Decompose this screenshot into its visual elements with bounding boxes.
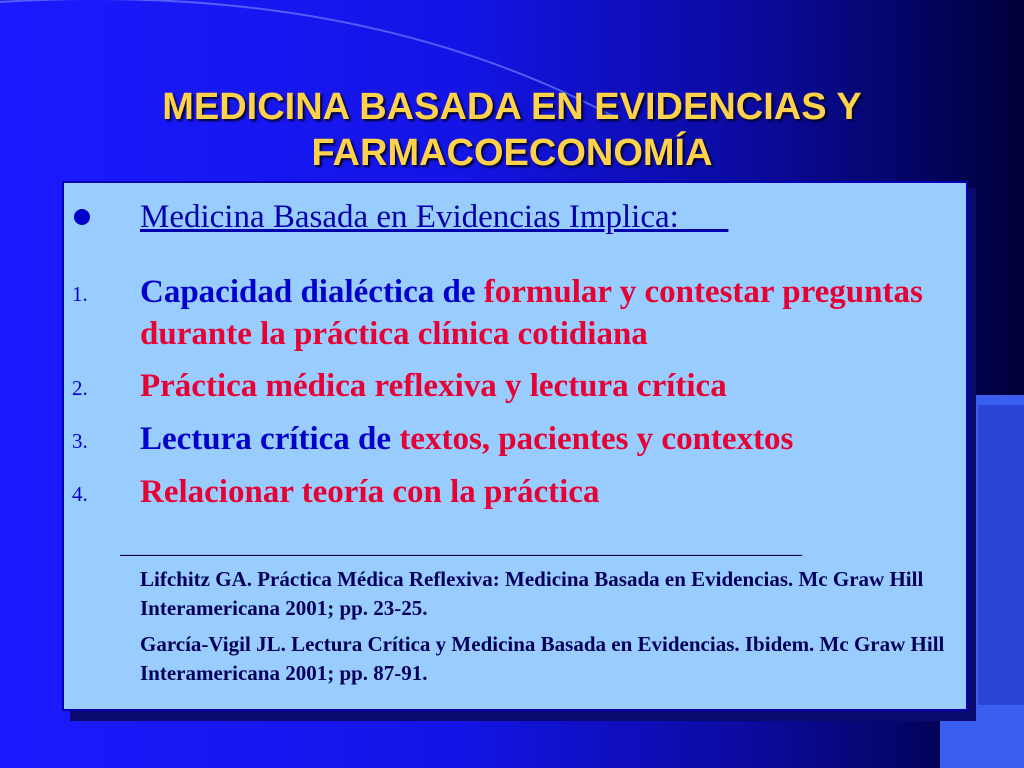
- separator-line: ______________________________________________________________: [120, 533, 802, 558]
- bullet-heading: Medicina Basada en Evidencias Implica:___: [140, 199, 729, 235]
- slide-title: [0, 84, 1024, 176]
- slide-title-line1: MEDICINA BASADA EN EVIDENCIAS Y: [162, 86, 862, 128]
- list-item-text-part: formular y contestar preguntas durante la práctica clínica cotidiana: [140, 274, 923, 352]
- list-item-text: [140, 271, 960, 355]
- decorative-block-inner: [978, 405, 1024, 705]
- reference-1: Lifchitz GA. Práctica Médica Reflexiva: Medicina Basada en Evidencias. Mc Graw Hill Interamericana 2001; pp. 23-25.: [140, 567, 924, 620]
- list-item-text-part: textos, pacientes y contextos: [399, 421, 794, 457]
- list-item-text-part: Relacionar teoría con la práctica: [140, 474, 600, 510]
- list-item-text-part: Práctica médica reflexiva y lectura crítica: [140, 368, 727, 404]
- list-item-text: [140, 471, 960, 513]
- list-number: 1.: [72, 282, 88, 306]
- reference-2: García-Vigil JL. Lectura Crítica y Medicina Basada en Evidencias. Ibidem. Mc Graw Hill Interamericana 2001; pp. 87-91.: [140, 632, 945, 685]
- list-item-text-part: Lectura crítica de: [140, 421, 400, 457]
- list-number: 2.: [72, 376, 88, 400]
- bullet-dot-icon: [74, 209, 90, 225]
- list-item-text: [140, 365, 960, 407]
- bullet-row: [62, 197, 968, 237]
- list-number: 4.: [72, 482, 88, 506]
- list-item-text: [140, 418, 960, 460]
- content-box: [62, 181, 968, 711]
- list-number: 3.: [72, 429, 88, 453]
- slide-title-line2: FARMACOECONOMÍA: [311, 132, 713, 174]
- list-item-text-part: Capacidad dialéctica de: [140, 274, 484, 310]
